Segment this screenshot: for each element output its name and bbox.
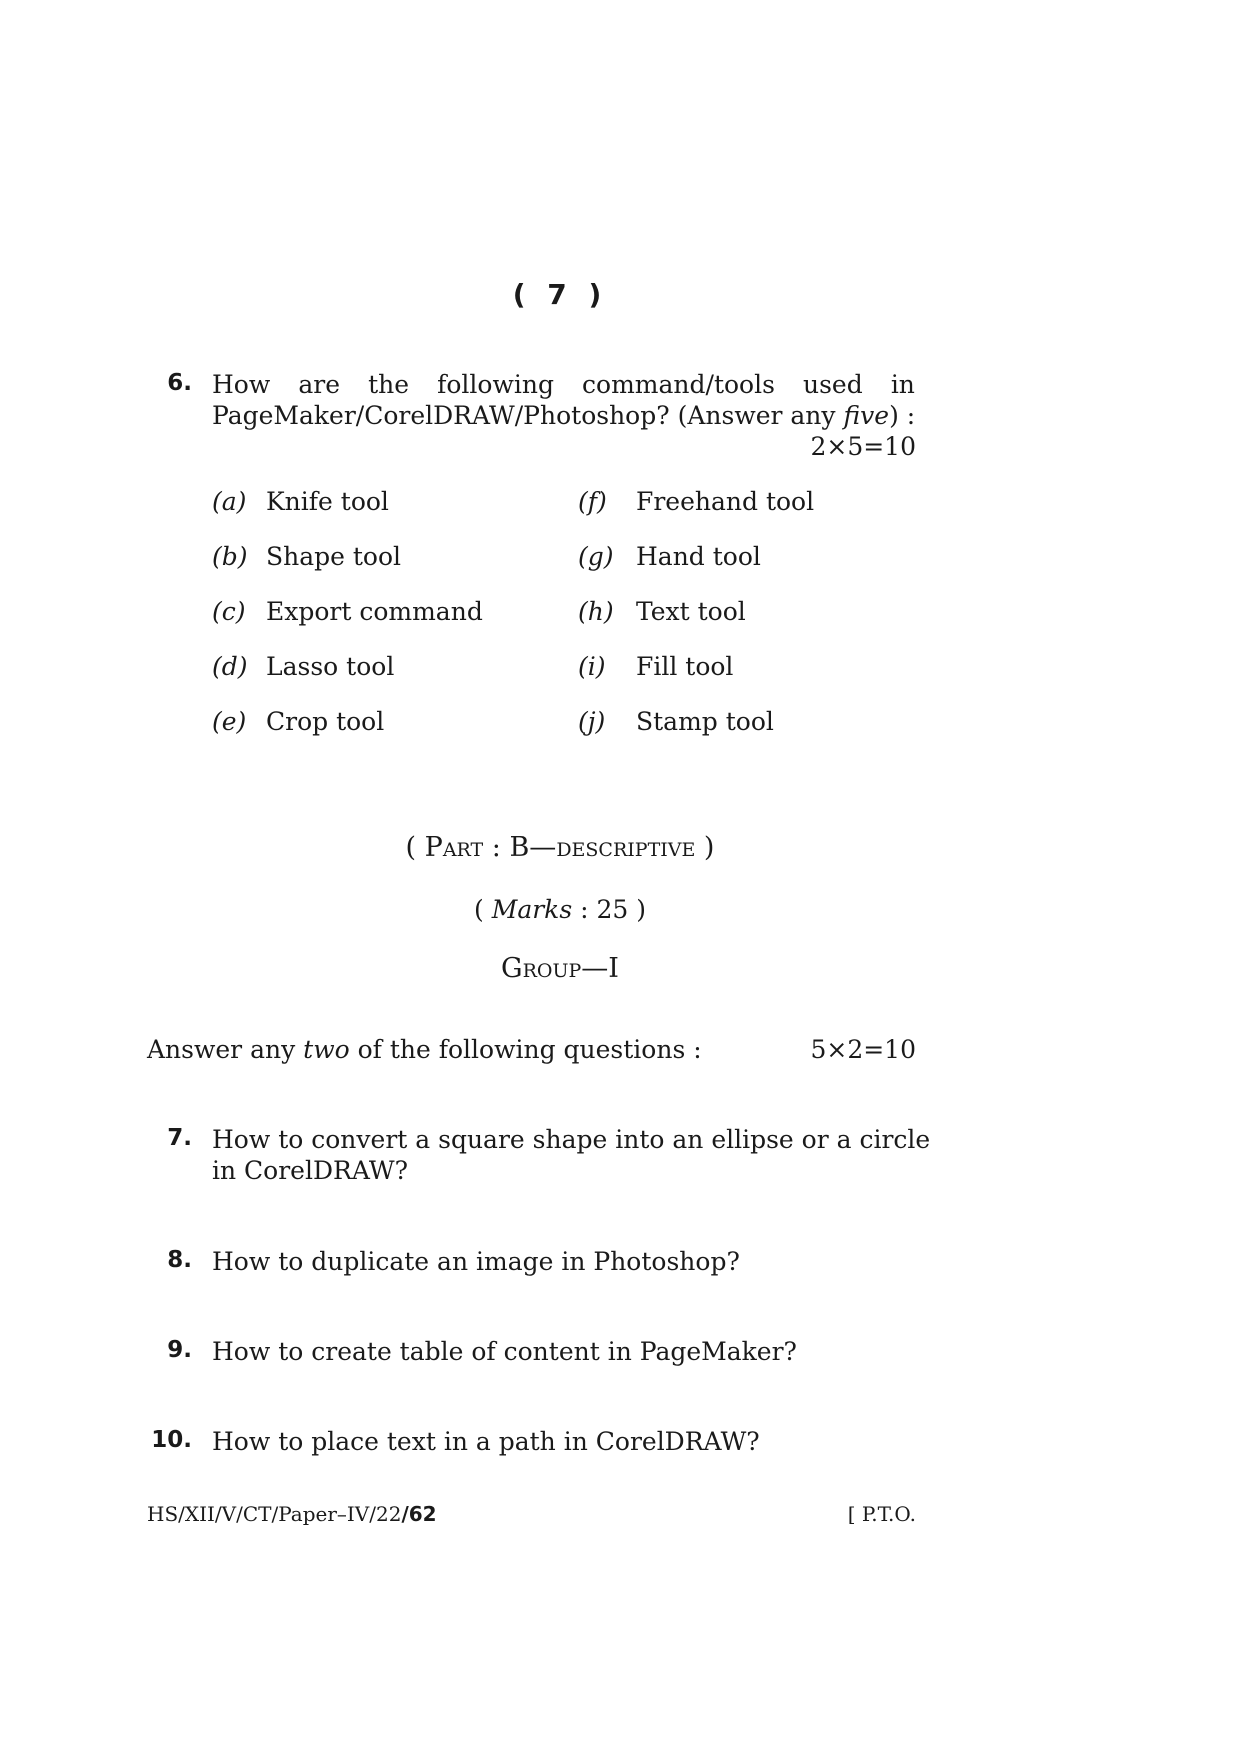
option-text: Lasso tool [266,652,395,681]
option-letter: (c) [212,597,246,626]
question-text-line2: in CorelDRAW? [212,1156,408,1185]
word: command/tools [582,370,775,399]
question-text: How to convert a square shape into an ellipse or a circle [212,1125,931,1154]
question-text: How to create table of content in PageMaker? [212,1337,797,1366]
word: the [368,370,410,399]
option-letter: (j) [578,707,606,736]
option-letter: (a) [212,487,247,516]
section-marks: ( Marks : 25 ) [474,895,646,924]
word: used [803,370,863,399]
option-letter: (i) [578,652,606,681]
question-number: 6. [167,370,192,396]
option-text: Freehand tool [636,487,815,516]
question-marks: 2×5=10 [810,432,916,461]
option-text: Knife tool [266,487,389,516]
option-letter: (b) [212,542,248,571]
word: in [890,370,915,399]
question-text: How to place text in a path in CorelDRAW? [212,1427,760,1456]
question-number: 8. [167,1247,192,1273]
option-text: Hand tool [636,542,761,571]
question-number: 7. [167,1125,192,1151]
option-letter: (h) [578,597,614,626]
question-text: How to duplicate an image in Photoshop? [212,1247,740,1276]
instruction-marks: 5×2=10 [810,1035,916,1064]
option-letter: (g) [578,542,614,571]
instruction: Answer any two of the following questions : [147,1035,702,1064]
option-text: Text tool [636,597,746,626]
pto-label: [ P.T.O. [847,1502,916,1526]
option-text: Stamp tool [636,707,774,736]
option-text: Export command [266,597,483,626]
option-letter: (d) [212,652,248,681]
page-number: ( 7 ) [512,278,608,311]
option-letter: (e) [212,707,247,736]
group-heading: Group—I [501,953,619,984]
question-number: 9. [167,1337,192,1363]
option-text: Crop tool [266,707,385,736]
section-heading: ( Part : B—descriptive ) [405,832,715,863]
question-text [212,370,915,399]
option-text: Shape tool [266,542,402,571]
word: following [437,370,554,399]
word: How [212,370,271,399]
paper-code: HS/XII/V/CT/Paper–IV/22/62 [147,1502,437,1526]
option-text: Fill tool [636,652,734,681]
question-text-line2: PageMaker/CorelDRAW/Photoshop? (Answer any five) : [212,401,916,430]
option-letter: (f) [578,487,607,516]
word: are [298,370,340,399]
question-number: 10. [151,1427,192,1453]
